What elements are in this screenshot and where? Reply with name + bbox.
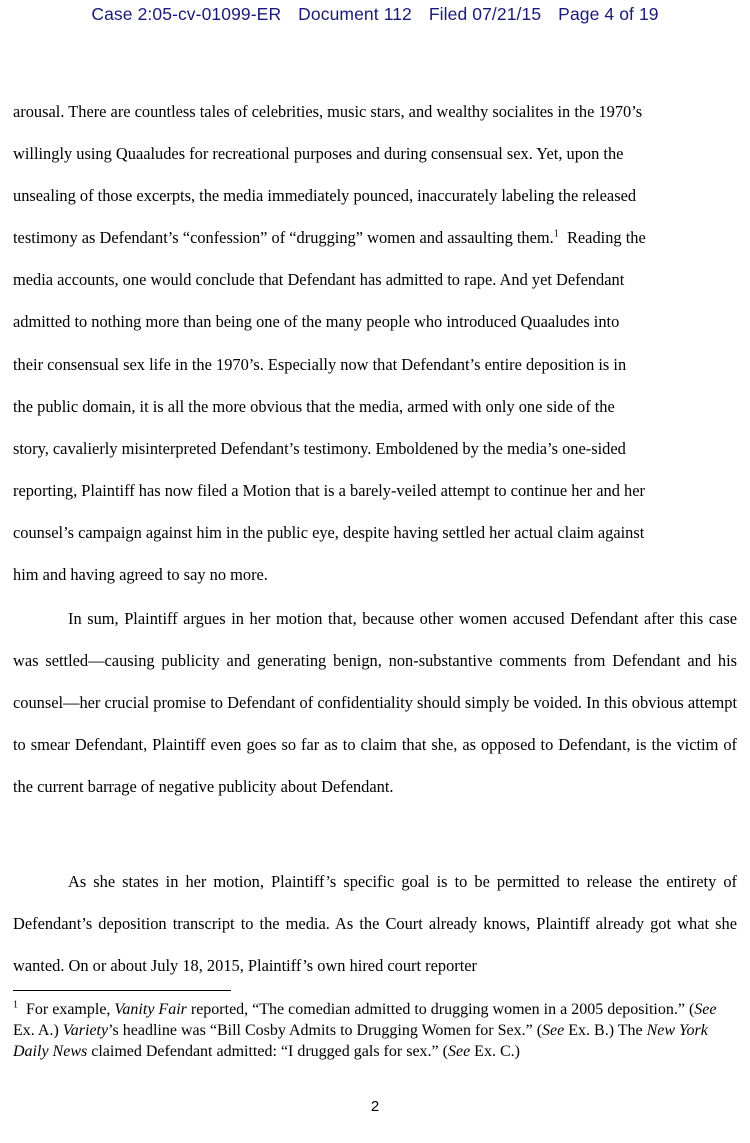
footnote-text: For example, [26,1001,115,1018]
filed-date: Filed 07/21/15 [428,4,542,24]
footnote-text: Ex. C.) [470,1043,520,1060]
text-line: unsealing of those excerpts, the media immediately pounced, inaccurately labeling the released [13,186,637,206]
paragraph-1 [13,91,737,596]
publication-name: Variety [62,1022,109,1039]
text-line: counsel’s campaign against him in the public eye, despite having settled her actual claim against [13,522,645,542]
footnote-text: Ex. A.) [13,1022,63,1039]
footnote-ref: 1 [553,228,559,240]
text-line: entirety of Defendant’s deposition transcript to the media. As the Court already knows, Plaintiff [13,872,737,934]
text-line: Defendant. [321,777,394,797]
text-line: him and having agreed to say no more. [13,565,268,585]
paragraph-2 [13,598,737,808]
text-line: admitted to nothing more than being one of the many people who introduced Quaaludes into [13,312,620,332]
page-number: 2 [370,1098,380,1115]
footnote-text: Ex. B.) The [564,1022,647,1039]
document-number: Document 112 [298,4,412,24]
publication-name: New York Daily News [13,1022,708,1060]
text-line: As she states in her motion, Plaintiff’s specific goal is to be permitted to release the [68,872,660,891]
text-line: voided. In this obvious attempt to smear Defendant, Plaintiff even goes so far as to claim that [13,693,738,755]
footnote-number: 1 [13,999,18,1011]
text-line: In sum, Plaintiff argues in her motion that, because other women accused Defendant after [68,609,674,628]
footnote-divider [13,990,231,991]
text-line: media accounts, one would conclude that Defendant has admitted to rape. And yet Defendant [13,270,625,290]
text-line: Defendant and his counsel—her crucial promise to Defendant of confidentiality should simply be [13,651,738,713]
text-line: willingly using Quaaludes for recreational purposes and during consensual sex. Yet, upon the [13,144,624,164]
footnote-text: reported, “The comedian admitted to drugging women in a 2005 deposition.” ( [186,1001,695,1018]
text-line: arousal. There are countless tales of celebrities, music stars, and wealthy socialites in the 1970’s [13,102,643,121]
text-line: the public domain, it is all the more obvious that the media, armed with only one side of the [13,396,615,416]
signal-word: See [447,1043,471,1060]
footnote-1 [13,999,728,1062]
footnote-text: ’s headline was “Bill Cosby Admits to Drugging Women for Sex.” ( [108,1022,543,1039]
text-segment: testimony as Defendant’s “confession” of “drugging” women and assaulting them. [13,228,554,248]
footnote-text: claimed Defendant admitted: “I drugged gals for sex.” ( [87,1043,448,1060]
text-line-with-footnote [13,217,737,259]
text-line: reporting, Plaintiff has now filed a Motion that is a barely-veiled attempt to continue her and her [13,480,645,500]
text-line: this case was settled—causing publicity and generating benign, non-substantive comments from [13,609,737,671]
text-segment: Reading the [566,228,646,248]
signal-word: See [694,1001,717,1018]
paragraph-3 [13,861,737,987]
case-number: Case 2:05-cv-01099-ER [91,4,282,24]
signal-word: See [542,1022,565,1039]
publication-name: Vanity Fair [114,1001,187,1018]
text-line: already got what she wanted. On or about July 18, 2015, Plaintiff’s own hired court reporter [13,914,737,976]
page-indicator: Page 4 of 19 [558,4,659,24]
text-line: she, as opposed to Defendant, is the victim of the current barrage of negative publicity about [13,735,737,797]
case-header [0,4,750,25]
text-line: their consensual sex life in the 1970’s. Especially now that Defendant’s entire deposition is in [13,354,627,374]
text-line: story, cavalierly misinterpreted Defendant’s testimony. Emboldened by the media’s one-sided [13,438,626,458]
